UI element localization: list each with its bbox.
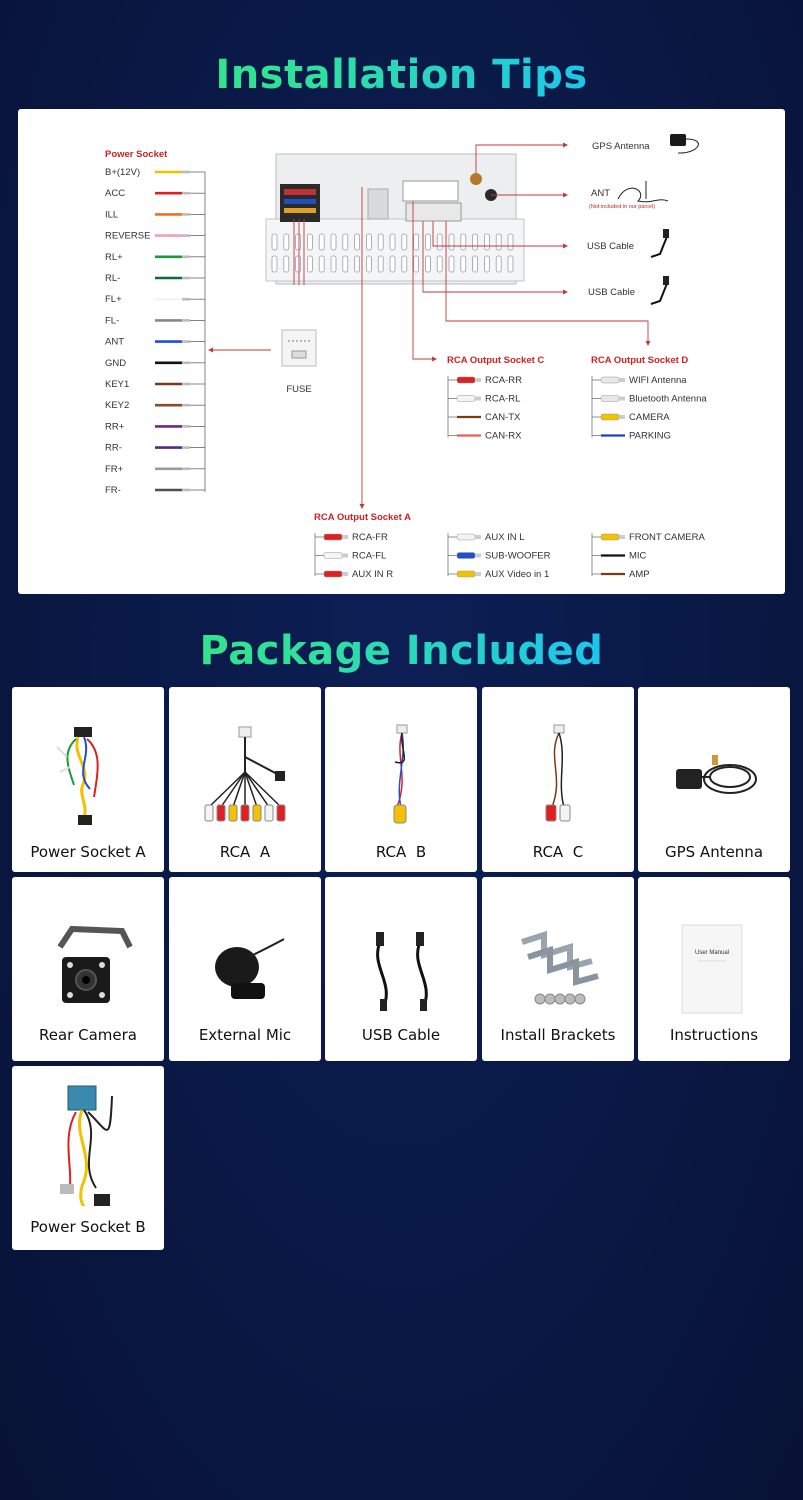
rca-a-col3-item-label: FRONT CAMERA <box>629 532 705 543</box>
power-pin-label: RL- <box>105 273 121 284</box>
package-item-card <box>325 877 477 1061</box>
wiring-diagram <box>18 109 785 594</box>
package-item-card <box>169 877 321 1061</box>
package-item-label: RCA B <box>375 843 427 861</box>
rca-a-col2-item-label: SUB-WOOFER <box>485 550 551 562</box>
usb-cable-1-icon <box>651 229 669 257</box>
rca-a-col2-item-plug <box>457 571 475 577</box>
instructions-manual-icon <box>638 887 790 1017</box>
package-item-label: RCA C <box>532 843 584 861</box>
power-socket-heading: Power Socket <box>105 149 168 160</box>
power-pin-label: ILL <box>105 209 119 221</box>
package-item-label: Rear Camera <box>39 1026 137 1044</box>
head-unit-illustration <box>266 154 524 284</box>
install-brackets-icon <box>482 887 634 1017</box>
rca-a-col2-item-label: AUX Video in 1 <box>485 569 550 580</box>
rca-a-col2-item-label: AUX IN L <box>485 532 525 543</box>
power-pin-label: FL+ <box>105 294 122 306</box>
gps-antenna-label: GPS Antenna <box>592 141 650 152</box>
rca-c-item-label: CAN-TX <box>485 412 521 423</box>
rca-d-item-label: CAMERA <box>629 412 670 423</box>
rca-d-item-label: PARKING <box>629 430 672 442</box>
rca-a-col3-item-plug <box>601 534 619 540</box>
usb-cable-icon <box>325 887 477 1017</box>
rca-b-cable-icon <box>325 697 477 827</box>
rca-c-item-label: RCA-RL <box>485 393 521 405</box>
power-socket-a-harness-icon <box>12 697 164 827</box>
ant-label: ANT <box>591 188 610 199</box>
rca-a-col2-item-plug <box>457 553 475 559</box>
rca-d-item-plug <box>601 396 619 402</box>
rca-a-col1-item-plug <box>324 553 342 559</box>
rca-a-col1-item-label: AUX IN R <box>352 569 394 580</box>
radio-antenna-icon <box>618 181 668 202</box>
usb-cable-2-label: USB Cable <box>588 287 635 298</box>
power-pin-label: ANT <box>105 336 124 348</box>
package-item-card <box>12 877 164 1061</box>
rca-a-col1-item-plug <box>324 534 342 540</box>
usb-cable-1-label: USB Cable <box>587 241 634 252</box>
rca-a-cable-icon <box>169 697 321 827</box>
package-item-label: Install Brackets <box>500 1026 616 1044</box>
rca-d-heading: RCA Output Socket D <box>591 355 689 366</box>
package-included-title: Package Included <box>0 628 803 674</box>
rear-camera-icon <box>12 887 164 1017</box>
rca-c-item-plug <box>457 396 475 402</box>
package-item-card <box>12 687 164 872</box>
rca-c-item-label: RCA-RR <box>485 375 522 386</box>
gps-antenna-icon <box>670 134 698 153</box>
power-pin-label: RR- <box>105 442 122 454</box>
manual-cover-text: User Manual <box>694 950 730 956</box>
power-pin-label: FR- <box>105 485 121 496</box>
power-pin-label: KEY1 <box>105 379 130 390</box>
package-item-label: RCA A <box>219 843 271 861</box>
rca-c-item-plug <box>457 377 475 383</box>
external-mic-icon <box>169 887 321 1017</box>
package-item-card <box>482 877 634 1061</box>
package-item-label: USB Cable <box>361 1026 441 1044</box>
power-pin-label: ACC <box>105 188 126 200</box>
power-pin-label: FR+ <box>105 463 124 475</box>
power-pin-label: REVERSE <box>105 230 151 242</box>
package-item-card <box>638 877 790 1061</box>
power-pin-label: FL- <box>105 315 120 327</box>
rca-c-item-label: CAN-RX <box>485 430 522 442</box>
power-socket-b-harness-icon <box>12 1076 164 1206</box>
rca-a-col1-item-plug <box>324 571 342 577</box>
rca-a-col3-item-label: MIC <box>629 550 647 562</box>
rca-c-cable-icon <box>482 697 634 827</box>
package-item-label: GPS Antenna <box>664 843 764 861</box>
package-item-card <box>12 1066 164 1250</box>
package-item-label: External Mic <box>198 1026 292 1044</box>
power-pin-label: KEY2 <box>105 400 130 412</box>
power-pin-label: RL+ <box>105 251 123 263</box>
fuse-box <box>282 330 316 366</box>
wiring-diagram-panel <box>18 109 785 594</box>
package-item-label: Power Socket B <box>30 1218 146 1236</box>
rca-d-item-plug <box>601 377 619 383</box>
rca-a-col1-item-label: RCA-FR <box>352 532 388 543</box>
rca-a-col2-item-plug <box>457 534 475 540</box>
usb-cable-2-icon <box>651 276 669 304</box>
ant-note: (Not included in our parcel) <box>589 204 656 210</box>
power-pin-label: GND <box>105 357 127 369</box>
package-item-label: Power Socket A <box>30 843 146 861</box>
power-pin-label: B+(12V) <box>105 167 141 178</box>
rca-c-heading: RCA Output Socket C <box>447 355 545 366</box>
gps-antenna-icon <box>638 697 790 827</box>
package-item-card <box>325 687 477 872</box>
installation-tips-title: Installation Tips <box>0 52 803 98</box>
fuse-label: FUSE <box>286 384 312 395</box>
rca-d-item-label: Bluetooth Antenna <box>629 393 707 405</box>
package-item-label: Instructions <box>669 1026 759 1044</box>
rca-a-heading: RCA Output Socket A <box>314 512 411 523</box>
rca-a-col3-item-label: AMP <box>629 569 650 580</box>
rca-d-item-label: WIFI Antenna <box>629 375 687 386</box>
package-item-card <box>638 687 790 872</box>
package-item-card <box>482 687 634 872</box>
power-pin-label: RR+ <box>105 421 125 433</box>
rca-d-item-plug <box>601 414 619 420</box>
package-item-card <box>169 687 321 872</box>
rca-a-col1-item-label: RCA-FL <box>352 550 387 562</box>
